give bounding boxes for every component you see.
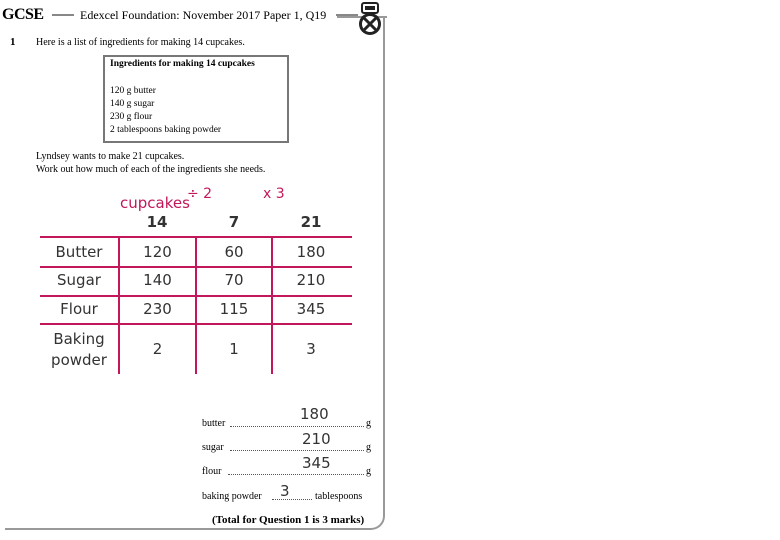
unit-label: g: [366, 418, 371, 429]
divide-note: ÷ 2: [187, 186, 213, 202]
row-label: Flour: [60, 300, 98, 318]
times-note: x 3: [263, 186, 285, 202]
table-cell: 3: [306, 340, 316, 358]
column-header: 21: [300, 213, 322, 231]
baking-powder-answer: 3: [280, 482, 290, 500]
flour-answer-line[interactable]: [228, 474, 364, 475]
flour-label: flour: [202, 466, 222, 477]
ingredient-line: 120 g butter: [110, 86, 156, 96]
table-cell: 180: [296, 243, 326, 261]
task-line-2: Work out how much of each of the ingredients she needs.: [36, 164, 266, 175]
ingredients-heading: Ingredients for making 14 cupcakes: [110, 59, 255, 69]
flour-answer: 345: [302, 454, 331, 472]
table-cell: 70: [224, 271, 244, 289]
row-label: Sugar: [57, 271, 101, 289]
table-cell: 2: [152, 340, 163, 358]
table-cell: 140: [143, 271, 172, 289]
row-label: Butter: [55, 243, 103, 261]
question-number: 1: [10, 36, 16, 48]
cupcakes-label: cupcakes: [120, 194, 190, 212]
question-intro: Here is a list of ingredients for making 14 cupcakes.: [36, 37, 245, 48]
no-calculator-icon: [356, 2, 384, 36]
row-label: powder: [51, 351, 107, 369]
ingredient-line: 140 g sugar: [110, 99, 155, 109]
sugar-answer-line[interactable]: [230, 450, 364, 451]
column-header: 14: [146, 213, 168, 231]
table-cell: 230: [143, 300, 172, 318]
unit-label: g: [366, 466, 371, 477]
sugar-label: sugar: [202, 442, 224, 453]
baking-powder-label: baking powder: [202, 491, 262, 502]
table-cell: 210: [296, 271, 326, 289]
butter-label: butter: [202, 418, 226, 429]
table-cell: 120: [143, 243, 172, 261]
table-cell: 1: [229, 340, 239, 358]
table-cell: 345: [296, 300, 326, 318]
sugar-answer: 210: [302, 430, 331, 448]
butter-answer-line[interactable]: [230, 426, 364, 427]
tablespoons-label: tablespoons: [315, 491, 363, 502]
table-cell: 115: [219, 300, 249, 318]
unit-label: g: [366, 442, 371, 453]
paper-title: Edexcel Foundation: November 2017 Paper 1, Q19: [80, 8, 327, 22]
task-line-1: Lyndsey wants to make 21 cupcakes.: [36, 151, 185, 162]
butter-answer: 180: [300, 405, 329, 423]
baking-powder-answer-line[interactable]: [272, 499, 312, 500]
gcse-logo: GCSE: [2, 6, 44, 23]
row-label: Baking: [53, 330, 105, 348]
total-marks: (Total for Question 1 is 3 marks): [212, 514, 365, 526]
ingredient-line: 230 g flour: [110, 112, 153, 122]
column-header: 7: [228, 213, 240, 231]
ingredient-line: 2 tablespoons baking powder: [110, 125, 222, 135]
table-cell: 60: [224, 243, 244, 261]
